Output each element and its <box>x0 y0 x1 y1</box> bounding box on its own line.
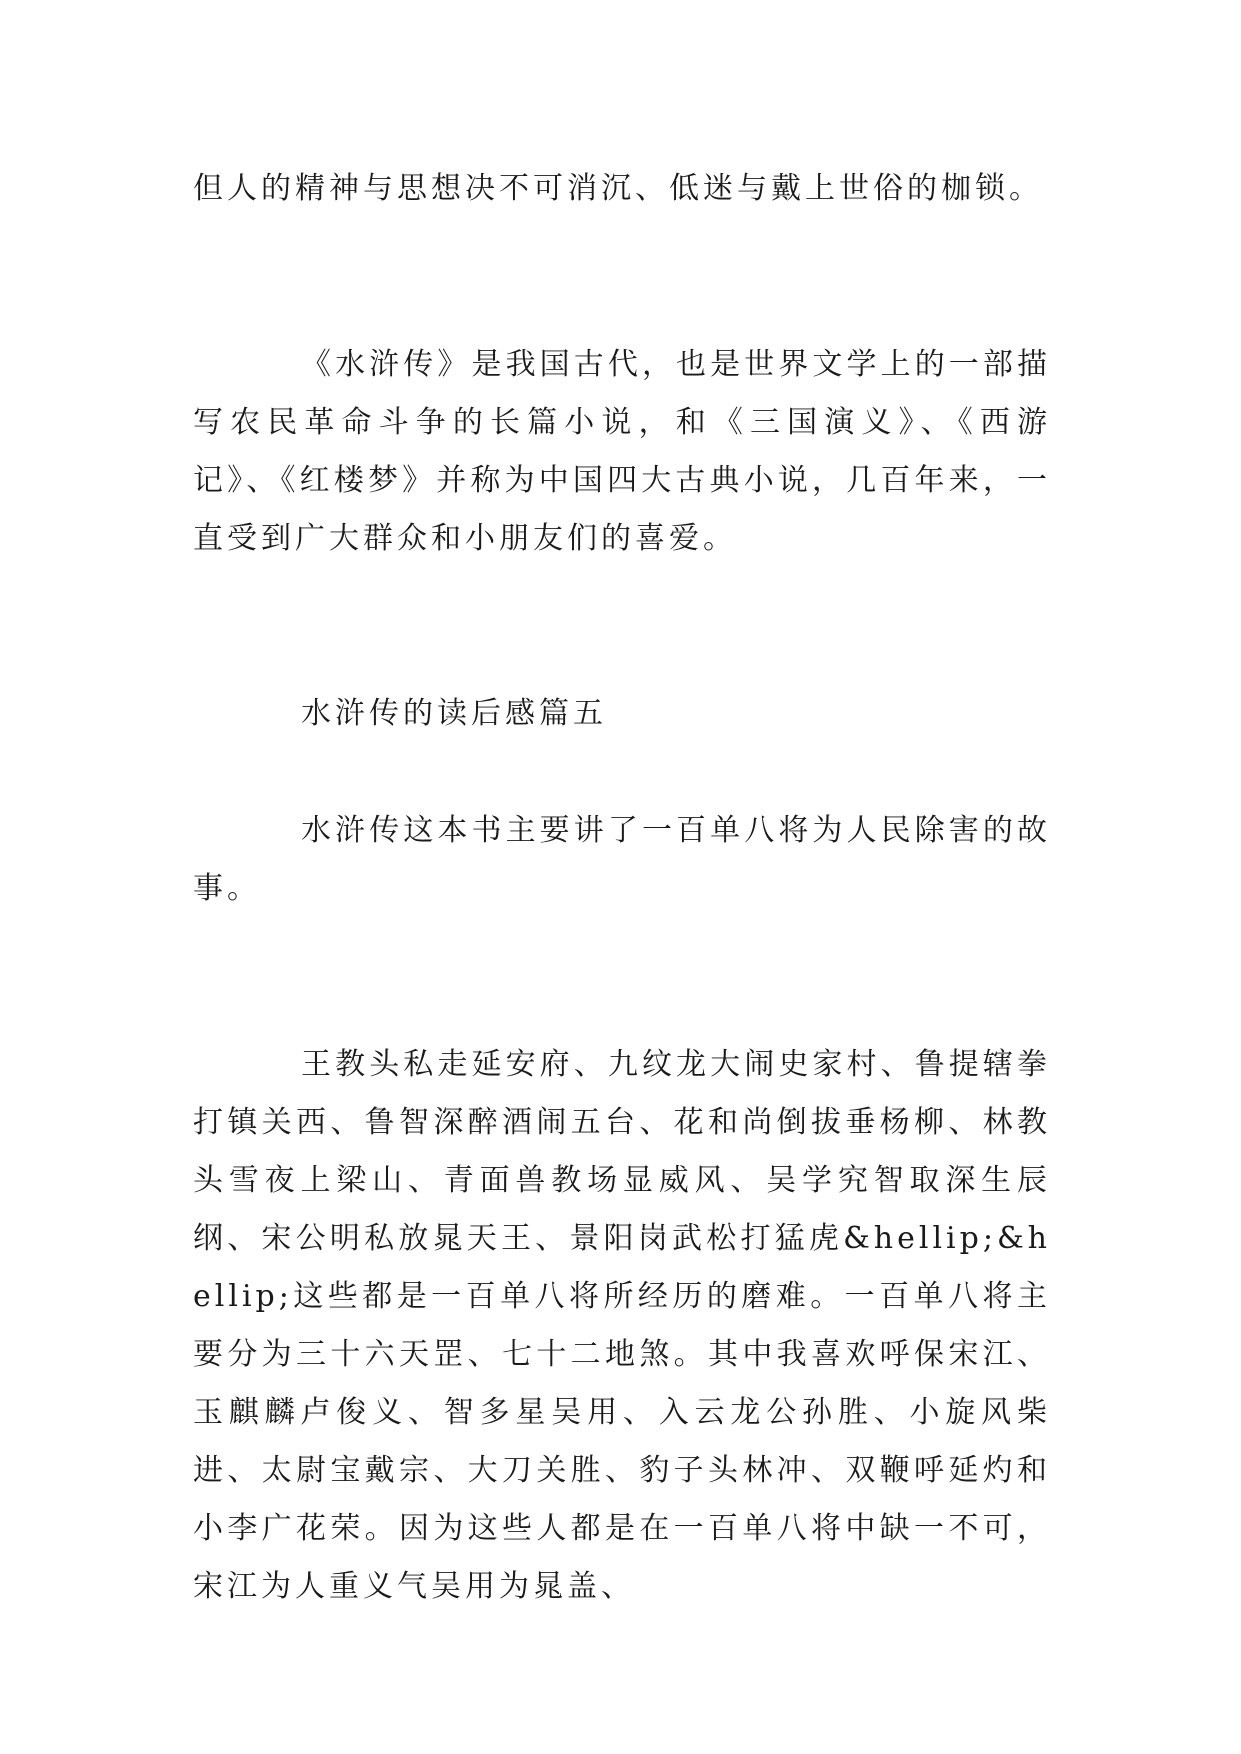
section-heading: 水浒传的读后感篇五 <box>301 696 607 731</box>
paragraph-intro: 《水浒传》是我国古代，也是世界文学上的一部描写农民革命斗争的长篇小说，和《三国演义》、《西游记》、《红楼梦》并称为中国四大古典小说，几百年来，一直受到广大群众和小朋友们的喜爱。 <box>193 347 1051 556</box>
paragraph-body: 王教头私走延安府、九纹龙大闹史家村、鲁提辖拳打镇关西、鲁智深醉酒闹五台、花和尚倒拔垂杨柳、林教头雪夜上梁山、青面兽教场显威风、吴学究智取深生辰纲、宋公明私放晁天王、景阳岗武松打猛虎&hellip;&hellip;这些都是一百单八将所经历的磨难。一百单八将主要分为三十六天罡、七十二地煞。其中我喜欢呼保宋江、玉麒麟卢俊义、智多星吴用、入云龙公孙胜、小旋风柴进、太尉宝戴宗、大刀关胜、豹子头林冲、双鞭呼延灼和小李广花荣。因为这些人都是在一百单八将中缺一不可，宋江为人重义气吴用为晁盖、 <box>193 1047 1051 1604</box>
paragraph-summary: 水浒传这本书主要讲了一百单八将为人民除害的故事。 <box>193 813 1051 906</box>
paragraph-continuation: 但人的精神与思想决不可消沉、低迷与戴上世俗的枷锁。 <box>193 171 1043 206</box>
